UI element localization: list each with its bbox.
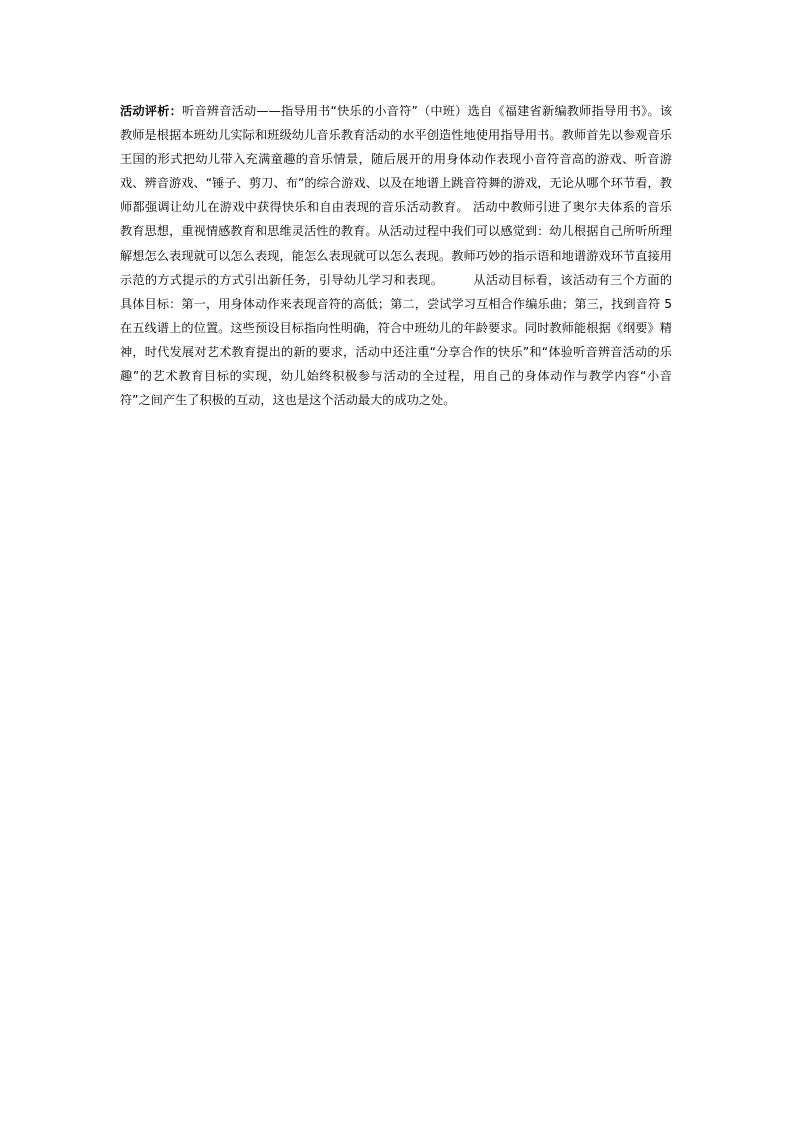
evaluation-text-part1: 听音辨音活动——指导用书“快乐的小音符”（中班）选自《福建省新编教师指导用书》。该教师是根据本班幼儿实际和班级幼儿音乐教育活动的水平创造性地使用指导用书。教师首先以参观音乐王国的形式把幼儿带入充满童趣的音乐情景，随后展开的用身体动作表现小音符音高的游戏、听音游戏、辨音游戏、“锤子、剪刀、布”的综合游戏、以及在地谱上跳音符舞的游戏，无论从哪个环节看，教师都强调让幼儿在游戏中获得快乐和自由表现的音乐活动教育。 活动中教师引进了奥尔夫体系的音乐教育思想，重视情感教育和思维灵活性的教育。从活动过程中我们可以感觉到：幼儿根据自己所听所理解想怎么表现就可以怎么表现，能怎么表现就可以怎么表现。教师巧妙的指示语和地谱游戏环节直接用示范的方式提示的方式引出新任务，引导幼儿学习和表现。	[120, 104, 673, 287]
evaluation-label: 活动评析：	[120, 104, 182, 118]
evaluation-paragraph	[120, 99, 672, 412]
evaluation-text-part2: 从活动目标看，该活动有三个方面的具体目标：第一，用身体动作来表现音符的高低；第二，尝试学习互相合作编乐曲；第三，找到音符 5 在五线谱上的位置。这些预设目标指向性明确，符合中班幼儿的年龄要求。同时教师能根据《纲要》精神，时代发展对艺术教育提出的新的要求，活动中还注重“分享合作的快乐”和“体验听音辨音活动的乐趣”的艺术教育目标的实现，幼儿始终积极参与活动的全过程，用自己的身体动作与教学内容“小音符”之间产生了积极的互动，这也是这个活动最大的成功之处。	[120, 272, 673, 408]
